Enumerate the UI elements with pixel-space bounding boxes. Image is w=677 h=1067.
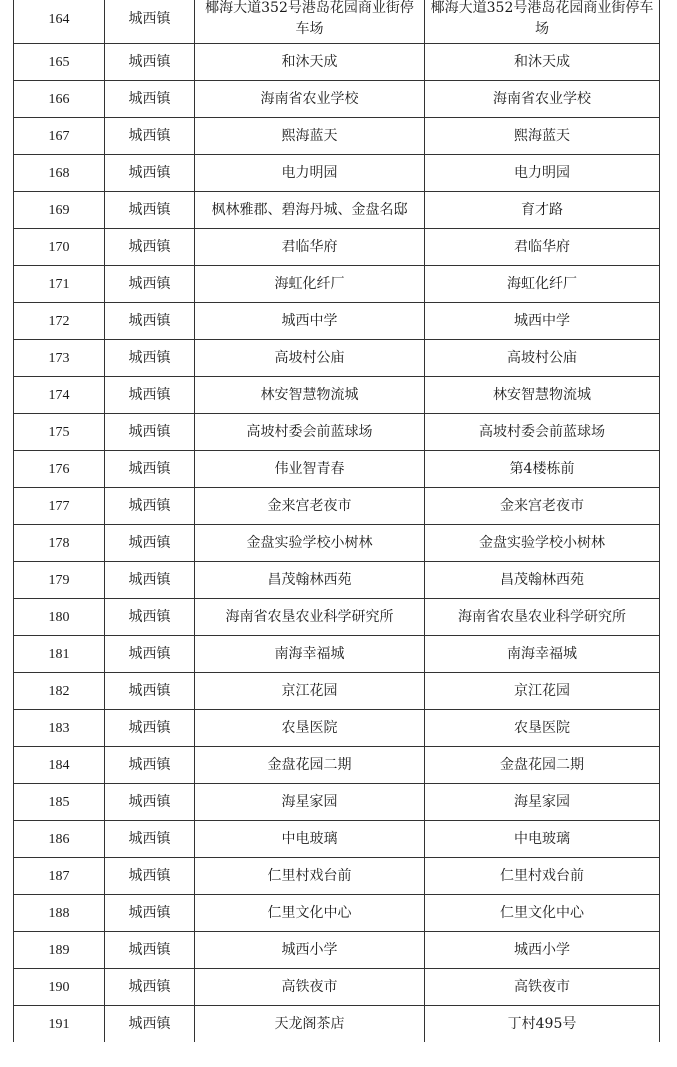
town-cell: 城西镇 [105, 229, 195, 266]
town-cell: 城西镇 [105, 81, 195, 118]
town-cell: 城西镇 [105, 266, 195, 303]
table-row [14, 525, 660, 562]
site-location-cell: 高铁夜市 [425, 969, 660, 1006]
site-location-cell: 海南省农业学校 [425, 81, 660, 118]
site-name-cell: 金盘实验学校小树林 [195, 525, 425, 562]
row-number-cell: 167 [14, 118, 105, 155]
town-cell: 城西镇 [105, 636, 195, 673]
table-row [14, 0, 660, 44]
town-cell: 城西镇 [105, 1006, 195, 1043]
site-name-cell: 高坡村委会前蓝球场 [195, 414, 425, 451]
row-number-cell: 184 [14, 747, 105, 784]
row-number-cell: 169 [14, 192, 105, 229]
row-number-cell: 190 [14, 969, 105, 1006]
site-location-cell: 丁村495号 [425, 1006, 660, 1043]
site-location-cell: 高坡村委会前蓝球场 [425, 414, 660, 451]
table-row [14, 710, 660, 747]
table-row [14, 229, 660, 266]
site-name-cell: 昌茂翰林西苑 [195, 562, 425, 599]
table-row [14, 44, 660, 81]
site-location-cell: 林安智慧物流城 [425, 377, 660, 414]
table-row [14, 932, 660, 969]
table-row [14, 969, 660, 1006]
row-number-cell: 177 [14, 488, 105, 525]
site-name-cell: 城西小学 [195, 932, 425, 969]
row-number-cell: 185 [14, 784, 105, 821]
town-cell: 城西镇 [105, 414, 195, 451]
site-location-cell: 海虹化纤厂 [425, 266, 660, 303]
site-location-cell: 君临华府 [425, 229, 660, 266]
site-location-cell: 仁里文化中心 [425, 895, 660, 932]
table-row [14, 821, 660, 858]
site-location-cell: 中电玻璃 [425, 821, 660, 858]
row-number-cell: 166 [14, 81, 105, 118]
row-number-cell: 178 [14, 525, 105, 562]
site-location-cell: 椰海大道352号港岛花园商业街停车场 [425, 0, 660, 44]
row-number-cell: 191 [14, 1006, 105, 1043]
town-cell: 城西镇 [105, 784, 195, 821]
row-number-cell: 186 [14, 821, 105, 858]
table-row [14, 636, 660, 673]
site-name-cell: 和沐天成 [195, 44, 425, 81]
town-cell: 城西镇 [105, 673, 195, 710]
table-row [14, 599, 660, 636]
town-cell: 城西镇 [105, 710, 195, 747]
site-location-cell: 城西中学 [425, 303, 660, 340]
row-number-cell: 181 [14, 636, 105, 673]
table-row [14, 377, 660, 414]
row-number-cell: 183 [14, 710, 105, 747]
town-cell: 城西镇 [105, 451, 195, 488]
town-cell: 城西镇 [105, 525, 195, 562]
town-cell: 城西镇 [105, 932, 195, 969]
town-cell: 城西镇 [105, 969, 195, 1006]
site-location-cell: 农垦医院 [425, 710, 660, 747]
town-cell: 城西镇 [105, 377, 195, 414]
town-cell: 城西镇 [105, 303, 195, 340]
table-row [14, 81, 660, 118]
row-number-cell: 175 [14, 414, 105, 451]
site-location-cell: 昌茂翰林西苑 [425, 562, 660, 599]
site-name-cell: 仁里村戏台前 [195, 858, 425, 895]
table-row [14, 340, 660, 377]
table-row [14, 895, 660, 932]
site-name-cell: 京江花园 [195, 673, 425, 710]
town-cell: 城西镇 [105, 340, 195, 377]
site-name-cell: 金来宫老夜市 [195, 488, 425, 525]
table-row [14, 858, 660, 895]
town-cell: 城西镇 [105, 895, 195, 932]
row-number-cell: 168 [14, 155, 105, 192]
site-name-cell: 伟业智青春 [195, 451, 425, 488]
row-number-cell: 173 [14, 340, 105, 377]
site-location-cell: 电力明园 [425, 155, 660, 192]
row-number-cell: 172 [14, 303, 105, 340]
site-location-cell: 熙海蓝天 [425, 118, 660, 155]
table-row [14, 784, 660, 821]
site-name-cell: 林安智慧物流城 [195, 377, 425, 414]
town-cell: 城西镇 [105, 599, 195, 636]
site-name-cell: 高铁夜市 [195, 969, 425, 1006]
site-name-cell: 君临华府 [195, 229, 425, 266]
town-cell: 城西镇 [105, 192, 195, 229]
site-name-cell: 金盘花园二期 [195, 747, 425, 784]
table-row [14, 747, 660, 784]
site-location-cell: 育才路 [425, 192, 660, 229]
site-name-cell: 熙海蓝天 [195, 118, 425, 155]
table-row [14, 673, 660, 710]
row-number-cell: 179 [14, 562, 105, 599]
site-name-cell: 南海幸福城 [195, 636, 425, 673]
site-name-cell: 仁里文化中心 [195, 895, 425, 932]
town-cell: 城西镇 [105, 821, 195, 858]
table-row [14, 562, 660, 599]
site-location-cell: 海南省农垦农业科学研究所 [425, 599, 660, 636]
site-name-cell: 椰海大道352号港岛花园商业街停车场 [195, 0, 425, 44]
town-cell: 城西镇 [105, 44, 195, 81]
site-location-cell: 高坡村公庙 [425, 340, 660, 377]
town-cell: 城西镇 [105, 118, 195, 155]
row-number-cell: 180 [14, 599, 105, 636]
site-location-cell: 海星家园 [425, 784, 660, 821]
row-number-cell: 188 [14, 895, 105, 932]
town-cell: 城西镇 [105, 0, 195, 44]
row-number-cell: 182 [14, 673, 105, 710]
site-location-cell: 第4楼栋前 [425, 451, 660, 488]
site-location-cell: 南海幸福城 [425, 636, 660, 673]
table-row [14, 266, 660, 303]
row-number-cell: 171 [14, 266, 105, 303]
table-row [14, 118, 660, 155]
table-body [14, 0, 660, 1042]
location-table [13, 0, 660, 1042]
table-row [14, 192, 660, 229]
table-row [14, 414, 660, 451]
site-location-cell: 金盘实验学校小树林 [425, 525, 660, 562]
row-number-cell: 176 [14, 451, 105, 488]
site-name-cell: 农垦医院 [195, 710, 425, 747]
table-row [14, 155, 660, 192]
site-name-cell: 海南省农业学校 [195, 81, 425, 118]
row-number-cell: 170 [14, 229, 105, 266]
town-cell: 城西镇 [105, 488, 195, 525]
row-number-cell: 165 [14, 44, 105, 81]
row-number-cell: 189 [14, 932, 105, 969]
site-name-cell: 海星家园 [195, 784, 425, 821]
town-cell: 城西镇 [105, 562, 195, 599]
row-number-cell: 164 [14, 0, 105, 44]
site-location-cell: 金来宫老夜市 [425, 488, 660, 525]
site-location-cell: 仁里村戏台前 [425, 858, 660, 895]
site-name-cell: 中电玻璃 [195, 821, 425, 858]
site-name-cell: 枫林雅郡、碧海丹城、金盘名邸 [195, 192, 425, 229]
site-name-cell: 海南省农垦农业科学研究所 [195, 599, 425, 636]
row-number-cell: 187 [14, 858, 105, 895]
site-location-cell: 金盘花园二期 [425, 747, 660, 784]
site-location-cell: 城西小学 [425, 932, 660, 969]
town-cell: 城西镇 [105, 155, 195, 192]
table-row [14, 488, 660, 525]
site-location-cell: 和沐天成 [425, 44, 660, 81]
table-row [14, 1006, 660, 1043]
site-name-cell: 高坡村公庙 [195, 340, 425, 377]
site-name-cell: 电力明园 [195, 155, 425, 192]
row-number-cell: 174 [14, 377, 105, 414]
town-cell: 城西镇 [105, 858, 195, 895]
table-row [14, 451, 660, 488]
site-name-cell: 城西中学 [195, 303, 425, 340]
site-name-cell: 天龙阁茶店 [195, 1006, 425, 1043]
town-cell: 城西镇 [105, 747, 195, 784]
table-row [14, 303, 660, 340]
site-name-cell: 海虹化纤厂 [195, 266, 425, 303]
site-location-cell: 京江花园 [425, 673, 660, 710]
